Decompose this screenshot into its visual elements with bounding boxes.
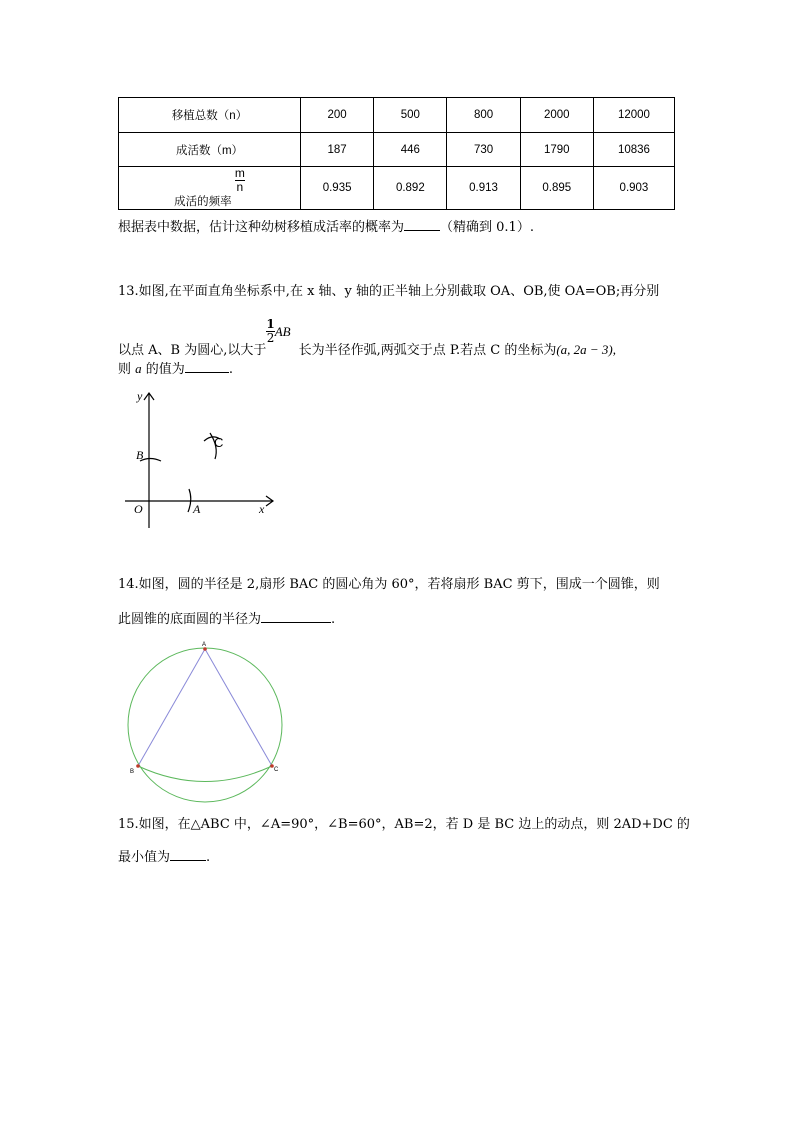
table-cell: 446	[374, 133, 447, 167]
q15-line2-end: .	[206, 850, 211, 865]
segment-ac	[205, 649, 272, 766]
fraction-numerator: 1	[266, 317, 275, 331]
q14-line2-text: 此圆锥的底面圆的半径为	[118, 612, 262, 627]
q15-line1: 15.如图，在△ABC 中，∠A=90°，∠B=60°，AB=2，若 D 是 BC 边上的动点，则 2AD+DC 的	[118, 817, 690, 832]
answer-blank[interactable]	[261, 610, 331, 623]
q13-line3-a: 则	[118, 362, 132, 377]
sector-figure	[120, 640, 290, 810]
q13-line3	[118, 360, 233, 379]
q13-line2-b: 长为半径作弧,两弧交于点 P.若点 C 的坐标为	[298, 343, 557, 358]
table-cell: 0.935	[301, 167, 374, 210]
fraction-numerator: m	[234, 166, 245, 180]
point-c-coordinates: (a, 2a − 3),	[556, 342, 617, 357]
q14-line2	[118, 610, 335, 629]
q14-line1: 14.如图，圆的半径是 2,扇形 BAC 的圆心角为 60°，若将扇形 BAC 剪下，围成一个圆锥，则	[118, 577, 660, 592]
answer-blank[interactable]	[404, 218, 440, 231]
point-b-label: B	[136, 448, 144, 462]
table-cell: 187	[301, 133, 374, 167]
table-row-header: 成活数（m）	[119, 133, 301, 167]
table-row-header	[119, 167, 301, 210]
x-label: x	[259, 502, 265, 516]
q12-question-text	[118, 218, 534, 237]
table-cell: 800	[447, 98, 520, 133]
point-b	[136, 764, 140, 768]
q15-line2-text: 最小值为	[118, 850, 171, 865]
table-cell: 0.913	[447, 167, 520, 210]
q13-line2-a: 以点 A、B 为圆心,以大于	[118, 343, 267, 358]
q13-line1: 13.如图,在平面直角坐标系中,在 x 轴、y 轴的正半轴上分别截取 OA、OB,使 OA=OB;再分别	[118, 284, 660, 299]
q12-text-b: （精确到 0.1）.	[440, 220, 534, 235]
table-row	[119, 133, 675, 167]
sector-arc	[138, 766, 272, 782]
origin-label: O	[134, 502, 143, 516]
point-b-label: B	[130, 769, 135, 775]
answer-blank[interactable]	[185, 360, 229, 373]
q12-text-a: 根据表中数据，估计这种幼树移植成活率的概率为	[118, 220, 405, 235]
fraction-denominator: n	[236, 180, 244, 194]
variable-a: a	[135, 361, 142, 376]
big-circle	[128, 648, 282, 802]
table-row	[119, 167, 675, 210]
table-cell: 200	[301, 98, 374, 133]
table-cell: 2000	[520, 98, 593, 133]
table-cell: 0.895	[520, 167, 593, 210]
q13-line2	[118, 318, 616, 360]
frequency-label: 成活的频率	[174, 196, 232, 208]
q14-line2-end: .	[331, 612, 336, 627]
point-a-label: A	[202, 642, 207, 648]
table-row-header: 移植总数（n）	[119, 98, 301, 133]
m-over-n-fraction	[235, 167, 245, 194]
table-cell: 10836	[593, 133, 674, 167]
table-cell: 12000	[593, 98, 674, 133]
fraction-denominator: 2	[266, 331, 275, 345]
table-cell: 500	[374, 98, 447, 133]
point-c-label: C	[214, 435, 224, 450]
table-row	[119, 98, 675, 133]
answer-blank[interactable]	[170, 848, 206, 861]
survival-rate-table	[118, 97, 675, 210]
q15-line2	[118, 848, 210, 867]
table-cell: 1790	[520, 133, 593, 167]
table-cell: 0.903	[593, 167, 674, 210]
segment-ab	[138, 649, 205, 766]
point-a-label: A	[193, 502, 201, 516]
y-label: y	[137, 389, 143, 403]
point-c-label: C	[274, 767, 279, 773]
table-cell: 730	[447, 133, 520, 167]
table-cell: 0.892	[374, 167, 447, 210]
q13-line3-end: .	[228, 362, 233, 377]
segment-ab: AB	[274, 324, 291, 339]
half-fraction	[266, 318, 274, 345]
q13-line3-b: 的值为	[145, 362, 185, 377]
coordinate-figure	[115, 385, 290, 535]
